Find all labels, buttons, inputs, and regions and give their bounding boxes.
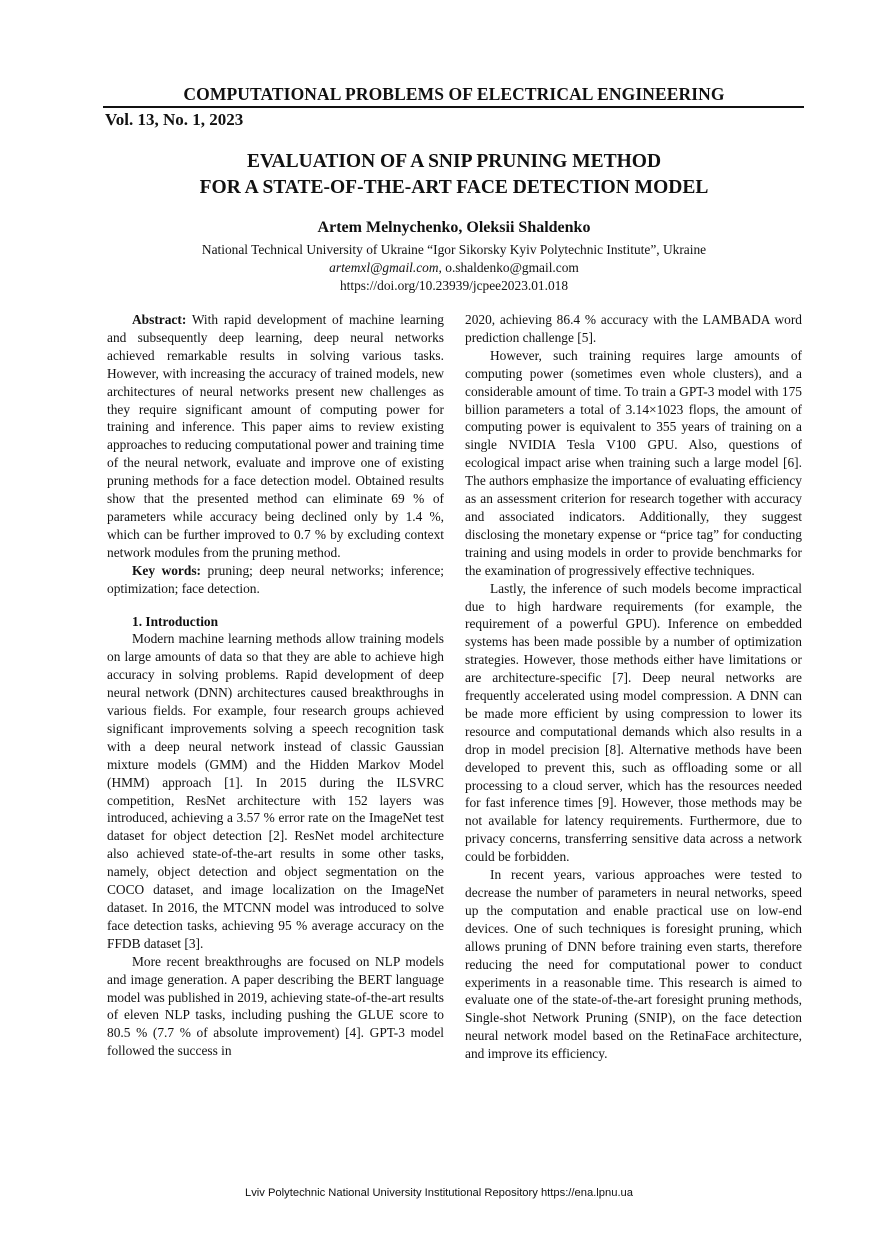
intro-paragraph: Lastly, the inference of such models become impractical due to high hardware requirements (for example, the requirement of a powerful GPU). Inference on embedded systems has been made possible by a number of optimization strategies. However, those methods either have limitations or are architecture-specific [7]. Deep neural networks are frequently accelerated using model compression. A DNN can be made more efficient by using compression to lower its resource and computational demands which also results in a drop in model precision [8]. Alternative methods have been developed to prevent this, such as offloading some or all processing to a cloud server, which has the resources needed for fast inference times [9]. However, those methods may be not available for latency requirements. Furthermore, due to privacy concerns, transferring sensitive data across a network could be forbidden.: [465, 580, 802, 865]
article-title: [104, 149, 804, 201]
repository-footer: Lviv Polytechnic National University Institutional Repository https://ena.lpnu.ua: [244, 1187, 634, 1199]
abstract: [107, 311, 444, 562]
journal-title: COMPUTATIONAL PROBLEMS OF ELECTRICAL ENGINEERING: [183, 84, 725, 104]
keywords: [107, 562, 444, 598]
keywords-text: pruning; deep neural networks; inference; optimization; face detection.: [107, 562, 444, 596]
intro-paragraph-continued: 2020, achieving 86.4 % accuracy with the LAMBADA word prediction challenge [5].: [465, 312, 802, 345]
intro-paragraph: In recent years, various approaches were tested to decrease the number of parameters in neural networks, speed up the computation and enable practical use on low-end devices. One of such techniques is foresight pruning, which allows pruning of DNN before training even starts, therefore reducing the need for computational power to conduct experiments in a reasonable time. This research is aimed to evaluate one of the state-of-the-art foresight pruning methods, Single-shot Network Pruning (SNIP), on the face detection neural network model based on the RetinaFace architecture, and improve its efficiency.: [465, 867, 802, 1062]
intro-paragraph: Modern machine learning methods allow training models on large amounts of data so that they are able to achieve high accuracy in solving problems. Rapid development of deep neural network (DNN) architectures caused breakthroughs in various fields. For example, four research groups achieved significant improvements solving a speech recognition task with a deep neural network instead of classic Gaussian mixture models (GMM) and the Hidden Markov Model (HMM) approach [1]. In 2015 during the ILSVRC competition, ResNet architecture with 152 layers was introduced, achieving a 3.57 % error rate on the ImageNet test dataset for object detection [2]. ResNet model architecture also achieved state-of-the-art results in some other tasks, namely, object detection and object segmentation on the COCO dataset, and image localization on the ImageNet dataset. In 2016, the MTCNN model was introduced to solve face detection tasks, achieving 95 % average accuracy on the FFDB dataset [3].: [107, 631, 444, 951]
header-rule: [103, 106, 804, 108]
left-column: [107, 311, 444, 1060]
affiliation-block: [104, 241, 804, 295]
volume-info: Vol. 13, No. 1, 2023: [105, 110, 244, 129]
email-link-1[interactable]: artemxl@gmail.com,: [329, 260, 442, 275]
keywords-label: Key words:: [132, 562, 201, 578]
emails: [104, 259, 804, 277]
title-line-1: EVALUATION OF A SNIP PRUNING METHOD: [246, 151, 662, 172]
doi-link[interactable]: https://doi.org/10.23939/jcpee2023.01.018: [339, 278, 569, 293]
authors: Artem Melnychenko, Oleksii Shaldenko: [317, 219, 591, 236]
intro-paragraph: However, such training requires large amounts of computing power (sometimes even whole clusters), and a considerable amount of time. To train a GPT-3 model with 175 billion parameters a total of 3.14×1023 flops, the amount of computing power is equivalent to 355 years of training on a single NVIDIA Tesla V100 GPU. Also, questions of ecological impact arise when training such a large model [6]. The authors emphasize the importance of evaluating efficiency as an assessment criterion for research together with accuracy and associated indicators. Additionally, they suggest disclosing the monetary expense or “price tag” for conducting training and using models in order to provide benchmarks for the examination of progressively effective techniques.: [465, 347, 802, 578]
abstract-label: Abstract:: [132, 312, 187, 327]
abstract-text: With rapid development of machine learning and subsequently deep learning, deep neural networks achieved remarkable results in solving various tasks. However, with increasing the accuracy of trained models, new architectures of neural networks present new challenges as they require significant amount of computing power for training and inference. This paper aims to review existing approaches to reducing computational power and training time of the neural network, evaluate and improve one of existing pruning methods for a face detection model. Obtained results show that the presented method can eliminate 69 % of parameters while accuracy being declined only by 1.4 %, which can be further improved to 0.7 % by excluding context network modules from the pruning method.: [107, 312, 444, 560]
affiliation: National Technical University of Ukraine “Igor Sikorsky Kyiv Polytechnic Institute”, Ukraine: [201, 242, 707, 257]
email-link-2[interactable]: o.shaldenko@gmail.com: [441, 260, 579, 275]
title-line-2: FOR A STATE-OF-THE-ART FACE DETECTION MODEL: [199, 177, 709, 198]
right-column: [465, 311, 802, 1063]
section-heading-introduction: 1. Introduction: [132, 613, 219, 629]
intro-paragraph: More recent breakthroughs are focused on NLP models and image generation. A paper describing the BERT language model was published in 2019, achieving state-of-the-art results of eleven NLP tasks, including pushing the GLUE score to 80.5 % (7.7 % of absolute improvement) [4]. GPT-3 model followed the success in: [107, 953, 444, 1059]
